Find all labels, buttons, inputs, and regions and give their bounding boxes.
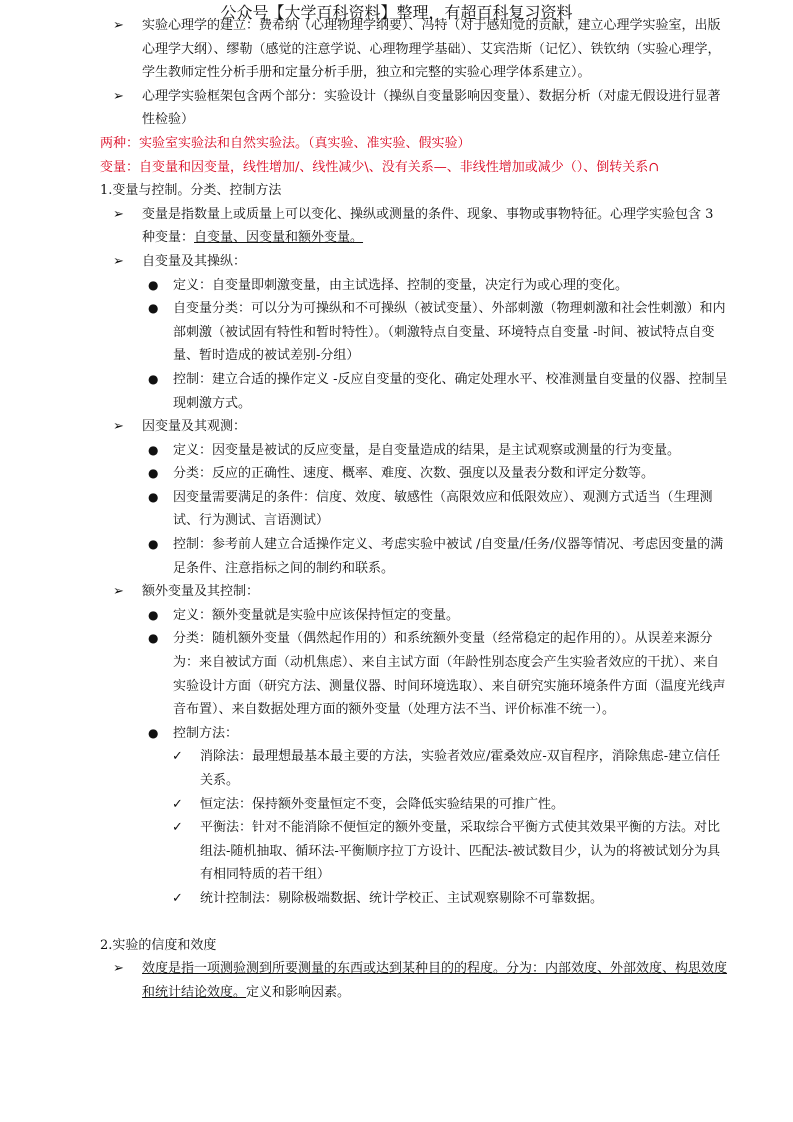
arrow-bullet-icon: ➢ [113, 419, 124, 435]
arrow-bullet-icon: ➢ [113, 88, 124, 104]
bullet-icon: ● [148, 607, 159, 622]
list-item: ➢ 实验心理学的建立：费希纳（心理物理学纲要）、冯特（对于感知觉的贡献，建立心理学实验室，出版心理学大纲）、缪勒（感觉的注意学说、心理物理学基础）、艾宾浩斯（记忆）、铁钦纳（实验心理学，学生教师定性分析手册和定量分析手册，独立和完整的实验心理学体系建立）。 [100, 14, 730, 85]
list-item: ➢ 额外变量及其控制： [100, 580, 730, 604]
document-body [100, 14, 730, 1004]
list-item: ● 分类：随机额外变量（偶然起作用的）和系统额外变量（经常稳定的起作用的）。从误差来源分为：来自被试方面（动机焦虑）、来自主试方面（年龄性别态度会产生实验者效应的干扰）、来自实验设计方面（研究方法、测量仪器、时间环境选取）、来自研究实施环境条件方面（温度光线声音布置）、来自数据处理方面的额外变量（处理方法不当、评价标准不统一）。 [100, 627, 730, 721]
page-header: 公众号【大学百科资料】整理，有超百科复习资料 [220, 3, 573, 22]
highlight-line: 两种：实验室实验法和自然实验法。（真实验、准实验、假实验） [100, 135, 471, 151]
check-icon: ✓ [172, 820, 183, 836]
bullet-icon: ● [148, 371, 159, 386]
list-item: ● 因变量需要满足的条件：信度、效度、敏感性（高限效应和低限效应）、观测方式适当（生理测试、行为测试、言语测试） [100, 486, 730, 533]
list-item: ➢ 心理学实验框架包含两个部分：实验设计（操纵自变量影响因变量）、数据分析（对虚无假设进行显著性检验） [100, 85, 730, 132]
list-item: ➢ 变量是指数量上或质量上可以变化、操纵或测量的条件、现象、事物或事物特征。心理学实验包含 3 种变量：自变量、因变量和额外变量。 [100, 203, 730, 250]
list-item: ➢ 效度是指一项测验测到所要测量的东西或达到某种目的的程度。分为：内部效度、外部效度、构思效度和统计结论效度。定义和影响因素。 [100, 957, 730, 1004]
bullet-icon: ● [148, 277, 159, 292]
bullet-icon: ● [148, 537, 159, 552]
list-item: ● 控制：参考前人建立合适操作定义、考虑实验中被试 /自变量/任务/仪器等情况、考虑因变量的满足条件、注意指标之间的制约和联系。 [100, 533, 730, 580]
bullet-icon: ● [148, 301, 159, 316]
check-icon: ✓ [172, 749, 183, 765]
list-item: ✓ 平衡法：针对不能消除不便恒定的额外变量，采取综合平衡方式使其效果平衡的方法。对比组法-随机抽取、循环法-平衡顺序拉丁方设计、匹配法-被试数目少，认为的将被试划分为具有相同特质的若干组） [100, 816, 730, 887]
list-item: ✓ 恒定法：保持额外变量恒定不变，会降低实验结果的可推广性。 [100, 793, 730, 817]
list-item: ✓ 消除法：最理想最基本最主要的方法，实验者效应/霍桑效应-双盲程序，消除焦虑-建立信任关系。 [100, 745, 730, 792]
bullet-icon: ● [148, 725, 159, 740]
list-item: ● 定义：因变量是被试的反应变量，是自变量造成的结果，是主试观察或测量的行为变量。 [100, 439, 730, 463]
list-item: ● 分类：反应的正确性、速度、概率、难度、次数、强度以及量表分数和评定分数等。 [100, 462, 730, 486]
list-item: ➢ 自变量及其操纵： [100, 250, 730, 274]
arrow-bullet-icon: ➢ [113, 961, 124, 977]
list-item: ➢ 因变量及其观测： [100, 415, 730, 439]
arrow-bullet-icon: ➢ [113, 18, 124, 33]
list-item: ● 自变量分类：可以分为可操纵和不可操纵（被试变量）、外部刺激（物理刺激和社会性刺激）和内部刺激（被试固有特性和暂时特性）。（刺激特点自变量、环境特点自变量 -时间、被试特点自变量、暂时造成的被试差别-分组） [100, 297, 730, 368]
bullet-icon: ● [148, 442, 159, 457]
list-item: ● 控制：建立合适的操作定义 -反应自变量的变化、确定处理水平、校准测量自变量的仪器、控制呈现刺激方式。 [100, 368, 730, 415]
spacer [100, 911, 730, 934]
bullet-icon: ● [148, 466, 159, 481]
arrow-bullet-icon: ➢ [113, 253, 124, 269]
bullet-icon: ● [148, 489, 159, 504]
list-item: ● 定义：自变量即刺激变量，由主试选择、控制的变量，决定行为或心理的变化。 [100, 274, 730, 298]
section-heading: 2.实验的信度和效度 [100, 937, 217, 953]
highlight-line: 变量：自变量和因变量，线性增加/、线性减少\、没有关系—、非线性增加或减少（）、倒转关系∩ [100, 159, 660, 175]
check-icon: ✓ [172, 796, 183, 812]
list-item: ● 定义：额外变量就是实验中应该保持恒定的变量。 [100, 604, 730, 628]
bullet-icon: ● [148, 631, 159, 646]
list-item: ✓ 统计控制法：剔除极端数据、统计学校正、主试观察剔除不可靠数据。 [100, 887, 730, 911]
list-item: ● 控制方法： [100, 722, 730, 746]
check-icon: ✓ [172, 890, 183, 906]
arrow-bullet-icon: ➢ [113, 584, 124, 600]
underlined-text: 自变量、因变量和额外变量。 [194, 230, 364, 246]
underlined-text: 效度是指一项测验测到所要测量的东西或达到某种目的的程度。分为：内部效度、外部效度、构思效度和统计结论效度。 [142, 961, 728, 1000]
section-heading: 1.变量与控制。分类、控制方法 [100, 183, 282, 199]
arrow-bullet-icon: ➢ [113, 206, 124, 222]
